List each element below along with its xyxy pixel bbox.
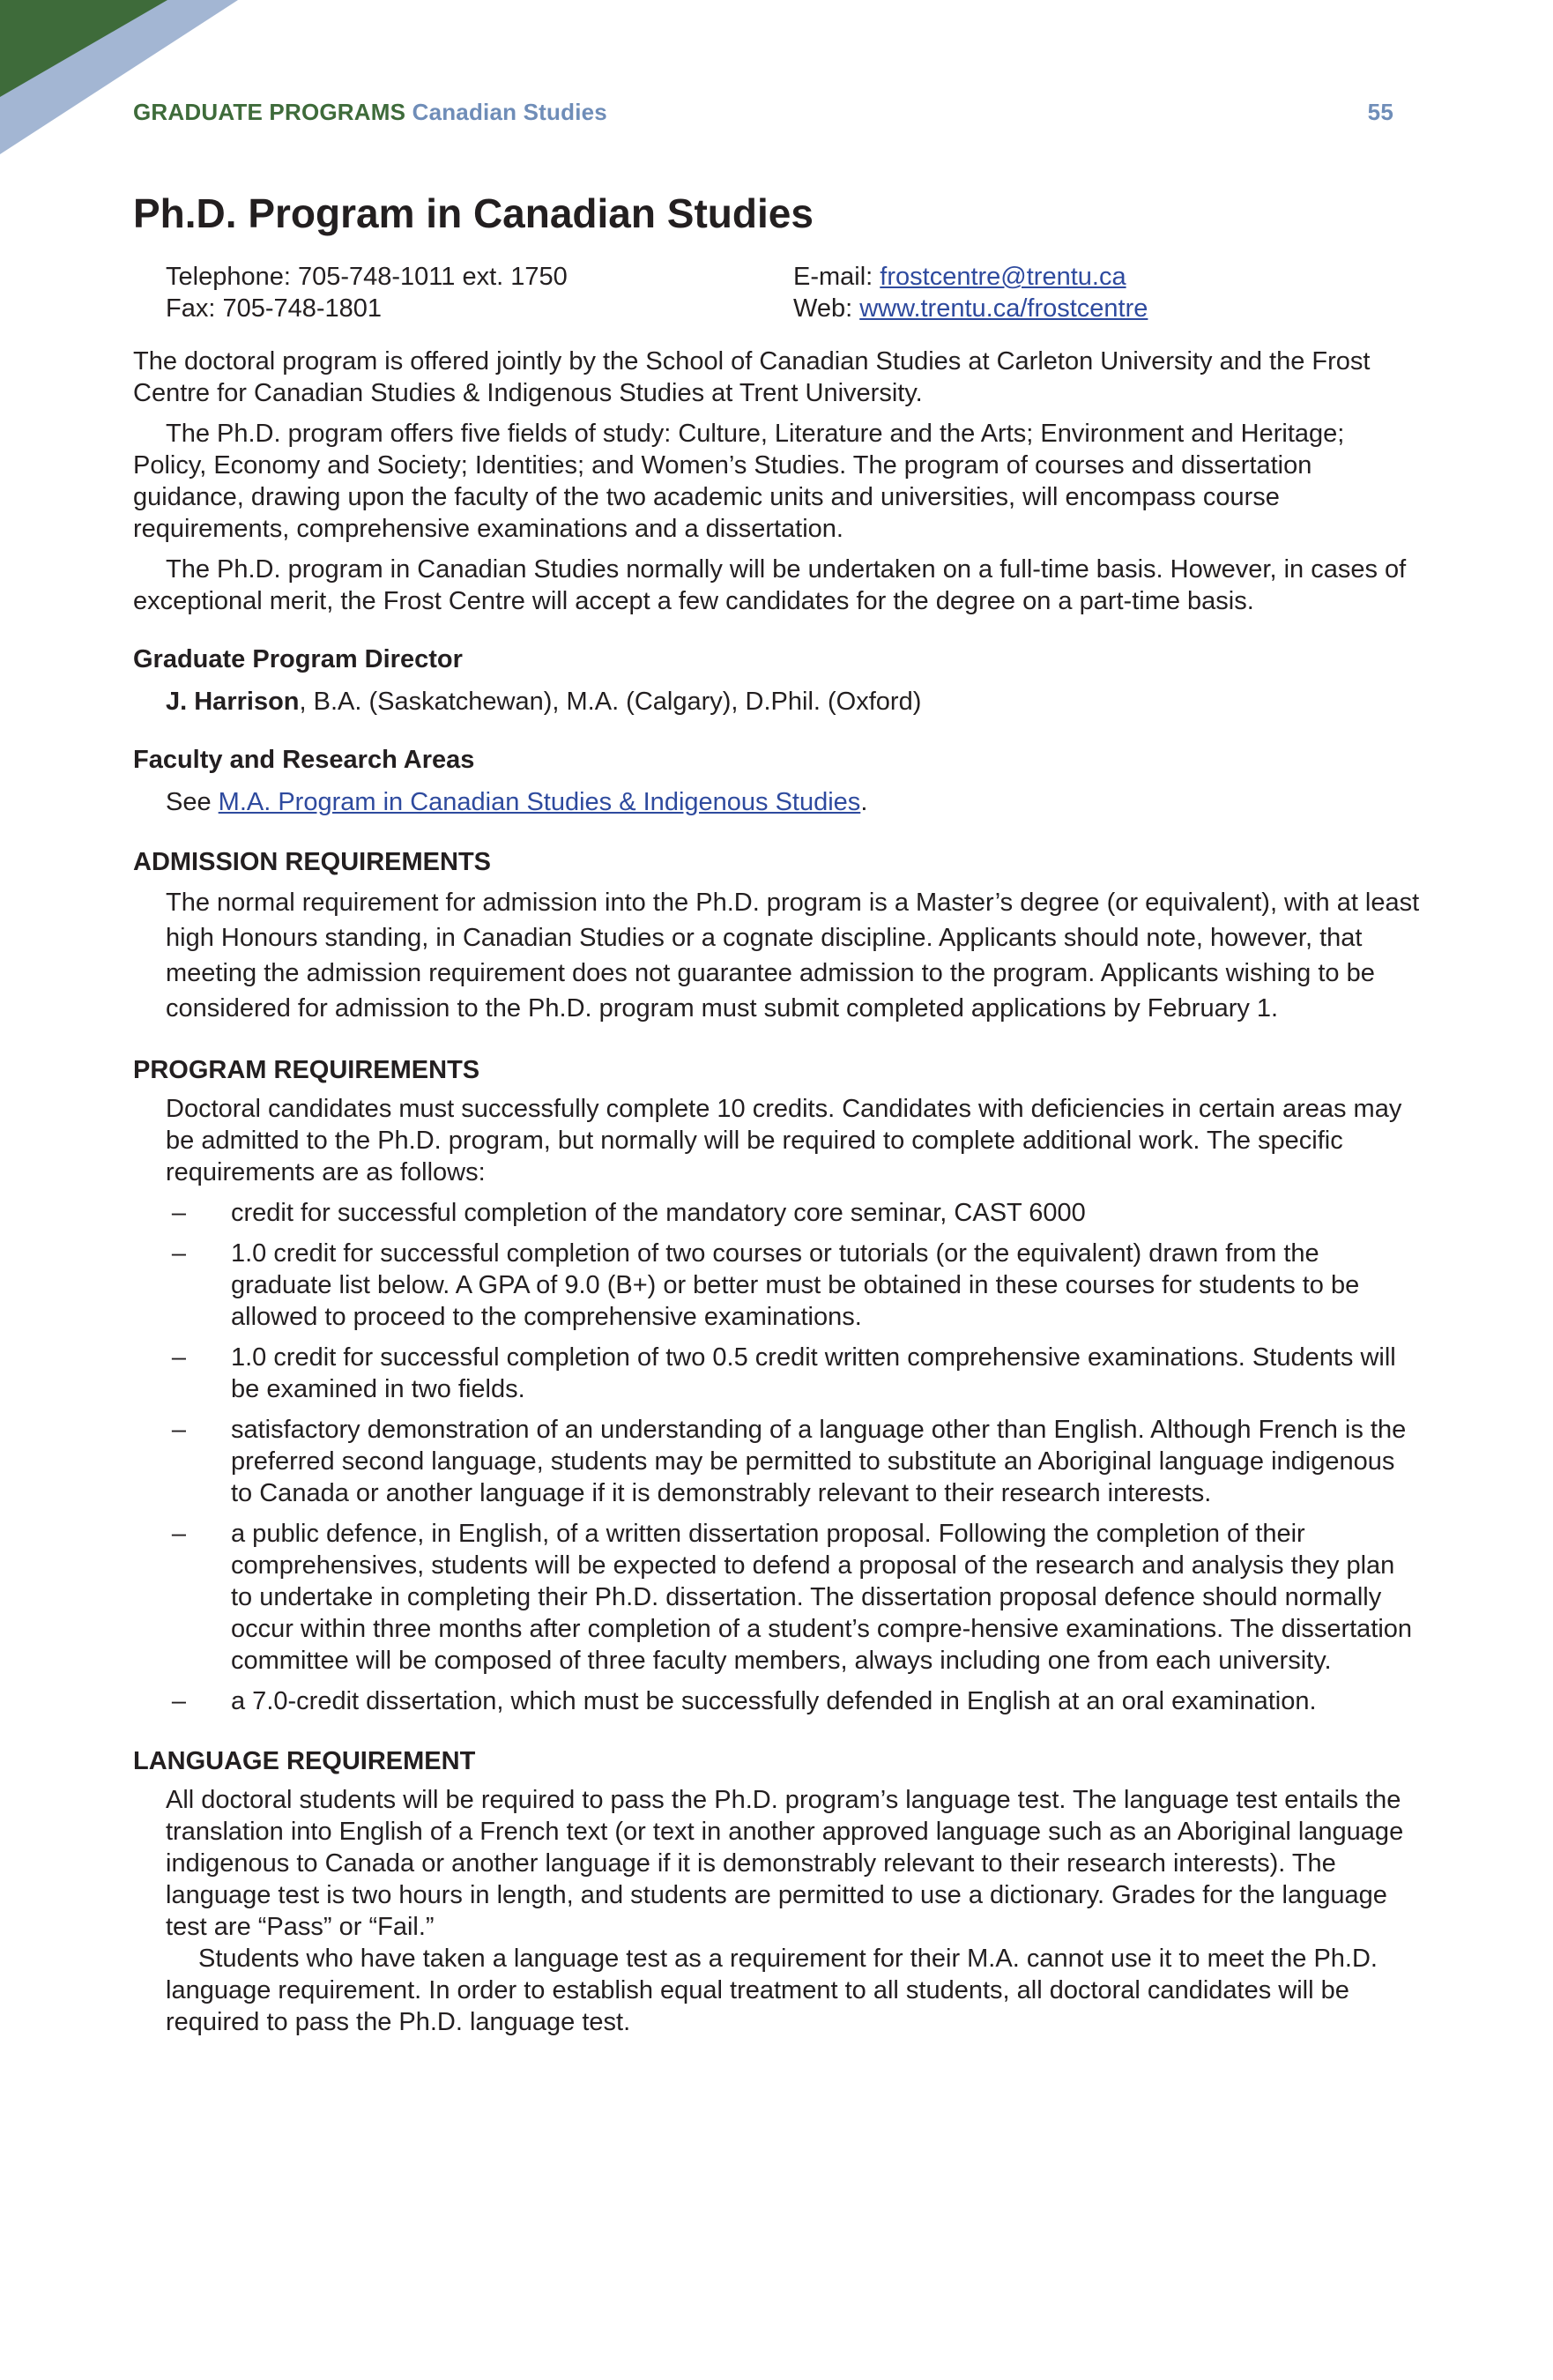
web-label: Web: bbox=[793, 294, 860, 323]
faculty-heading: Faculty and Research Areas bbox=[133, 746, 475, 774]
program-heading: PROGRAM REQUIREMENTS bbox=[133, 1056, 480, 1084]
header-section: GRADUATE PROGRAMS bbox=[133, 99, 406, 125]
list-item bbox=[166, 1685, 1420, 1717]
web bbox=[793, 293, 1420, 324]
dash-bullet: – bbox=[171, 1416, 187, 1444]
director-heading: Graduate Program Director bbox=[133, 645, 463, 673]
director-name: J. Harrison bbox=[166, 688, 300, 716]
faculty-prefix: See bbox=[166, 788, 219, 816]
dash-bullet: – bbox=[171, 1687, 187, 1715]
program-body: Doctoral candidates must successfully complete 10 credits. Candidates with deficiencies in certain areas may be admitted to the Ph.D. program, but normally will be required to complete additional work. The specific requirements are as follows: bbox=[166, 1095, 1402, 1186]
admission-heading: ADMISSION REQUIREMENTS bbox=[133, 848, 492, 876]
admission-body: The normal requirement for admission into the Ph.D. program is a Master’s degree (or equivalent), with at least high Honours standing, in Canadian Studies or a cognate discipline. Applicants should note, however, that meeting the admission requirement does not guarantee admission to the program. Applicants wishing to be considered for admission to the Ph.D. program must submit completed applications by February 1. bbox=[166, 889, 1420, 1023]
fax: Fax: 705-748-1801 bbox=[166, 294, 383, 323]
contact-row-2 bbox=[133, 293, 1420, 324]
director-credentials: , B.A. (Saskatchewan), M.A. (Calgary), D.Phil. (Oxford) bbox=[299, 688, 922, 716]
email-link[interactable]: frostcentre@trentu.ca bbox=[880, 263, 1126, 291]
page-title: Ph.D. Program in Canadian Studies bbox=[133, 190, 814, 236]
list-item-text: a 7.0-credit dissertation, which must be successfully defended in English at an oral examination. bbox=[231, 1687, 1317, 1715]
list-item-text: a public defence, in English, of a written dissertation proposal. Following the completion of their comprehensives, students will be expected to defend a proposal of the research and analysis they plan to undertake in completing their Ph.D. dissertation. The dissertation proposal defence should normally occur within three months after completion of a student’s compre-hensive examinations. The dissertation committee will be composed of three faculty members, always including one from each university. bbox=[231, 1520, 1413, 1675]
list-item-text: satisfactory demonstration of an understanding of a language other than English. Although French is the preferred second language, students may be permitted to substitute an Aboriginal language indigenous to Canada or another language if it is demonstrably relevant to their research interests. bbox=[231, 1416, 1407, 1507]
language-body-2: Students who have taken a language test as a requirement for their M.A. cannot use it to meet the Ph.D. language requirement. In order to establish equal treatment to all students, all doctoral candidates will be required to pass the Ph.D. language test. bbox=[166, 1945, 1378, 2036]
list-item bbox=[166, 1197, 1420, 1229]
intro-paragraph-2: The Ph.D. program offers five fields of study: Culture, Literature and the Arts; Environment and Heritage; Policy, Economy and Society; Identities; and Women’s Studies. The program of courses and dissertation guidance, drawing upon the faculty of the two academic units and universities, will encompass course requirements, comprehensive examinations and a dissertation. bbox=[133, 420, 1345, 543]
program-requirements-list bbox=[133, 1197, 1420, 1717]
list-item-text: 1.0 credit for successful completion of two 0.5 credit written comprehensive examinations. Students will be examined in two fields. bbox=[231, 1343, 1396, 1403]
dash-bullet: – bbox=[171, 1520, 187, 1548]
running-header bbox=[133, 99, 1393, 126]
language-body-1: All doctoral students will be required to pass the Ph.D. program’s language test. The language test entails the translation into English of a French text (or text in another approved language such as an Aboriginal language indigenous to Canada or another language if it is demonstrably relevant to their research interests). The language test is two hours in length, and students are permitted to use a dictionary. Grades for the language test are “Pass” or “Fail.” bbox=[166, 1786, 1404, 1941]
email bbox=[793, 261, 1420, 293]
list-item bbox=[166, 1342, 1420, 1405]
list-item bbox=[166, 1518, 1420, 1677]
header-subsection: Canadian Studies bbox=[412, 99, 607, 125]
list-item-text: credit for successful completion of the mandatory core seminar, CAST 6000 bbox=[231, 1199, 1086, 1227]
list-item bbox=[166, 1414, 1420, 1509]
page-content bbox=[133, 189, 1420, 2038]
page-number: 55 bbox=[1367, 99, 1393, 125]
email-label: E-mail: bbox=[793, 263, 881, 291]
director-entry bbox=[133, 686, 1420, 718]
faculty-entry bbox=[133, 786, 1420, 818]
language-heading: LANGUAGE REQUIREMENT bbox=[133, 1747, 476, 1775]
contact-row-1 bbox=[133, 261, 1420, 293]
list-item bbox=[166, 1238, 1420, 1333]
dash-bullet: – bbox=[171, 1343, 187, 1372]
list-item-text: 1.0 credit for successful completion of two courses or tutorials (or the equivalent) drawn from the graduate list below. A GPA of 9.0 (B+) or better must be obtained in these courses for students to be allowed to proceed to the comprehensive examinations. bbox=[231, 1239, 1360, 1331]
intro-paragraph-1: The doctoral program is offered jointly by the School of Canadian Studies at Carleton University and the Frost Centre for Canadian Studies & Indigenous Studies at Trent University. bbox=[133, 347, 1371, 407]
telephone: Telephone: 705-748-1011 ext. 1750 bbox=[166, 263, 568, 291]
dash-bullet: – bbox=[171, 1199, 187, 1227]
faculty-suffix: . bbox=[860, 788, 868, 816]
intro-paragraph-3: The Ph.D. program in Canadian Studies normally will be undertaken on a full-time basis. However, in cases of exceptional merit, the Frost Centre will accept a few candidates for the degree on a part-time basis. bbox=[133, 555, 1407, 615]
ma-program-link[interactable]: M.A. Program in Canadian Studies & Indigenous Studies bbox=[218, 788, 861, 816]
web-link[interactable]: www.trentu.ca/frostcentre bbox=[859, 294, 1148, 323]
dash-bullet: – bbox=[171, 1239, 187, 1268]
corner-decoration bbox=[0, 0, 264, 167]
